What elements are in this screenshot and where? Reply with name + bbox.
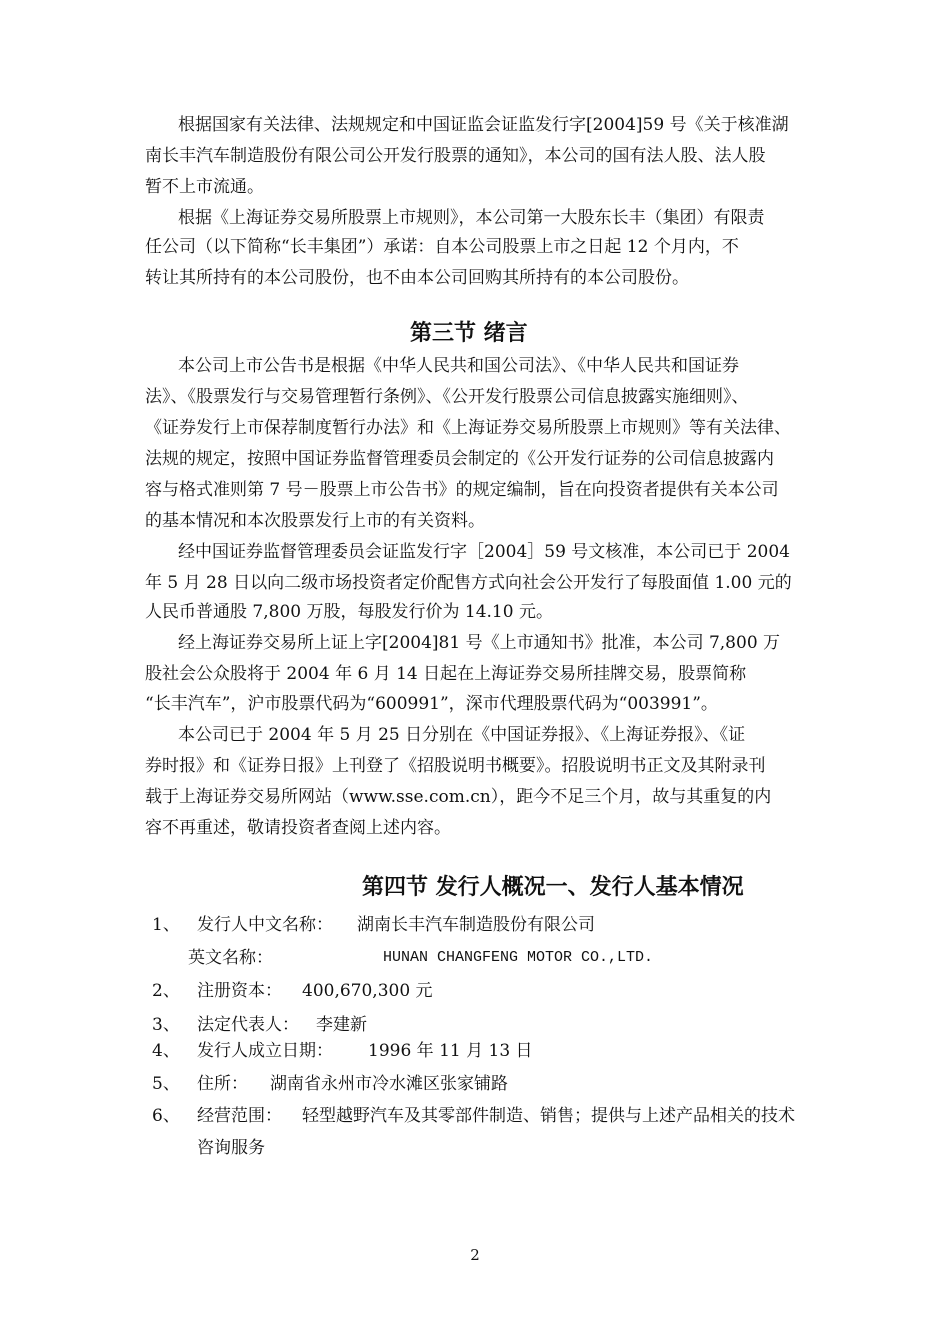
- item-value-continued: 咨询服务: [197, 1138, 265, 1158]
- para3-line: 《证券发行上市保荐制度暂行办法》和《上海证券交易所股票上市规则》等有关法律、: [145, 418, 791, 438]
- item-number: 2、: [152, 981, 180, 1001]
- item-number: 5、: [152, 1074, 180, 1094]
- item-label: 经营范围：: [197, 1106, 282, 1126]
- page-number: 2: [470, 1246, 480, 1264]
- section-three-title: 第三节 绪言: [410, 321, 528, 346]
- para6-line: 载于上海证券交易所网站（www.sse.com.cn），距今不足三个月，故与其重复的内: [145, 787, 772, 807]
- item-number: 6、: [152, 1106, 180, 1126]
- item-number: 4、: [152, 1041, 180, 1061]
- item-label: 住所：: [197, 1074, 248, 1094]
- para4-line: 经中国证券监督管理委员会证监发行字［2004］59 号文核准，本公司已于 2004: [178, 542, 790, 562]
- para6-line: 券时报》和《证券日报》上刊登了《招股说明书概要》。招股说明书正文及其附录刊: [145, 756, 766, 776]
- para1-line: 根据国家有关法律、法规规定和中国证监会证监发行字[2004]59 号《关于核准湖: [178, 115, 789, 135]
- para3-line: 法规的规定，按照中国证券监督管理委员会制定的《公开发行证券的公司信息披露内: [145, 449, 774, 469]
- para6-line: 本公司已于 2004 年 5 月 25 日分别在《中国证券报》、《上海证券报》、《证: [178, 725, 746, 745]
- para3-line: 的基本情况和本次股票发行上市的有关资料。: [145, 511, 485, 531]
- para2-line: 根据《上海证券交易所股票上市规则》，本公司第一大股东长丰（集团）有限责: [178, 208, 765, 228]
- item-value: 湖南省永州市冷水滩区张家铺路: [270, 1074, 508, 1094]
- para4-line: 人民币普通股 7,800 万股，每股发行价为 14.10 元。: [145, 602, 553, 622]
- item-label: 发行人成立日期：: [197, 1041, 333, 1061]
- para5-line: 经上海证券交易所上证上字[2004]81 号《上市通知书》批准，本公司 7,800 万: [178, 633, 781, 653]
- para6-line: 容不再重述，敬请投资者查阅上述内容。: [145, 818, 451, 838]
- item-number: 1、: [152, 915, 180, 935]
- section-four-title: 第四节 发行人概况一、发行人基本情况: [362, 875, 744, 900]
- para2-line: 任公司（以下简称“长丰集团”）承诺：自本公司股票上市之日起 12 个月内，不: [145, 237, 739, 257]
- item-label: 英文名称：: [188, 948, 273, 968]
- para5-line: 股社会公众股将于 2004 年 6 月 14 日起在上海证券交易所挂牌交易，股票简称: [145, 664, 747, 684]
- item-label: 注册资本：: [197, 981, 282, 1001]
- para1-line: 暂不上市流通。: [145, 177, 264, 197]
- para5-line: “长丰汽车”，沪市股票代码为“600991”，深市代理股票代码为“003991”。: [145, 694, 718, 714]
- item-value: HUNAN CHANGFENG MOTOR CO.,LTD.: [383, 949, 654, 966]
- item-value: 1996 年 11 月 13 日: [368, 1041, 533, 1061]
- para3-line: 容与格式准则第 7 号－股票上市公告书》的规定编制，旨在向投资者提供有关本公司: [145, 480, 779, 500]
- para2-line: 转让其所持有的本公司股份，也不由本公司回购其所持有的本公司股份。: [145, 268, 689, 288]
- para3-line: 法》、《股票发行与交易管理暂行条例》、《公开发行股票公司信息披露实施细则》、: [145, 387, 749, 407]
- item-value: 400,670,300 元: [302, 981, 433, 1001]
- item-number: 3、: [152, 1015, 180, 1035]
- item-label: 法定代表人：: [197, 1015, 299, 1035]
- para1-line: 南长丰汽车制造股份有限公司公开发行股票的通知》，本公司的国有法人股、法人股: [145, 146, 766, 166]
- para3-line: 本公司上市公告书是根据《中华人民共和国公司法》、《中华人民共和国证券: [178, 356, 739, 376]
- item-value: 李建新: [316, 1015, 367, 1035]
- item-value: 轻型越野汽车及其零部件制造、销售；提供与上述产品相关的技术: [302, 1106, 795, 1126]
- item-label: 发行人中文名称：: [197, 915, 333, 935]
- para4-line: 年 5 月 28 日以向二级市场投资者定价配售方式向社会公开发行了每股面值 1.00 元的: [145, 573, 792, 593]
- item-value: 湖南长丰汽车制造股份有限公司: [357, 915, 595, 935]
